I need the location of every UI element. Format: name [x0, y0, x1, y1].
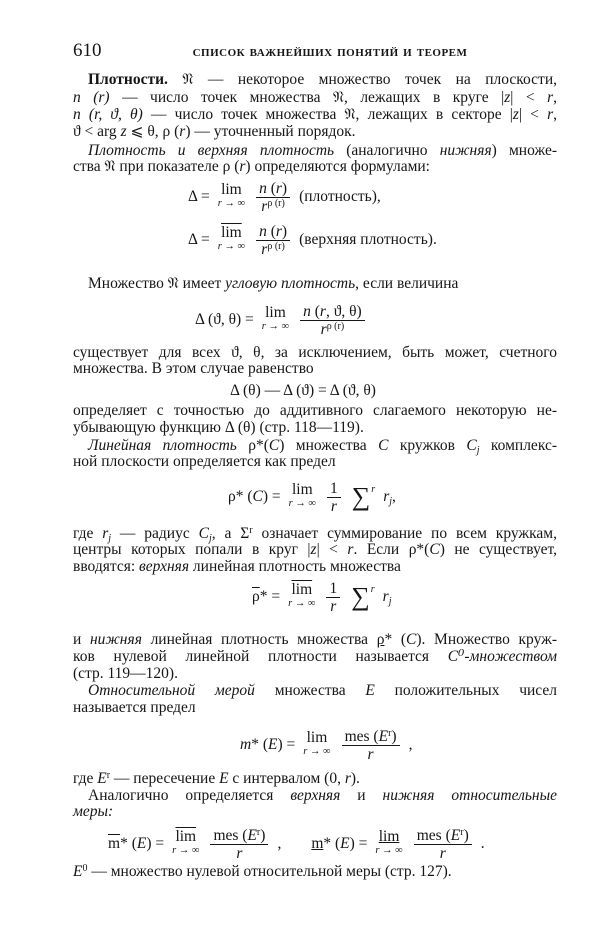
text-run: z [310, 541, 317, 558]
text-run: z [120, 123, 127, 140]
text-run: r [388, 727, 392, 739]
text-run: r [547, 106, 554, 123]
text-run: Δ (ϑ, θ) = [195, 311, 254, 328]
text-run: * ( [120, 835, 137, 852]
text-run: n [259, 222, 267, 240]
text-run: ( [266, 179, 276, 197]
denominator [330, 598, 336, 614]
text-line [73, 632, 557, 648]
text-line [73, 666, 557, 682]
text-run: E [378, 727, 389, 745]
text-run: mes ( [416, 826, 451, 844]
text-run: n [259, 179, 267, 197]
text-run: n (r, ϑ, θ) [73, 106, 143, 123]
text-run: Δ = [188, 231, 210, 248]
lim-word: lim [265, 304, 286, 321]
text-run: r [239, 158, 246, 175]
text-run: комплекс- [479, 437, 558, 454]
text-run: r [367, 745, 374, 763]
text-run: E [340, 835, 350, 852]
text-run: n [303, 302, 311, 320]
summation-sign [352, 484, 375, 510]
text-run: ρ (r) [326, 320, 345, 332]
text-run: 0 [82, 863, 88, 874]
text-run: j [389, 496, 393, 507]
denominator [261, 198, 285, 214]
text-run: линейная плотность множества [189, 558, 401, 575]
text-line [73, 559, 557, 575]
text-run: , [277, 835, 282, 852]
text-run: | < [518, 106, 548, 123]
text-line [73, 771, 557, 787]
text-run: r [275, 222, 282, 240]
text-run: ной плоскости определяется как предел [73, 453, 336, 470]
denominator [236, 845, 242, 861]
text-run: ρ*( [236, 437, 269, 454]
sigma-icon: ∑ [351, 582, 370, 611]
text-run: E [219, 770, 229, 787]
text-run: | < [316, 541, 348, 558]
text-run: 𝔑 — некоторое множество точек на плоскости, [167, 71, 557, 88]
text-run: (аналогично [334, 142, 440, 159]
text-run: r [383, 488, 390, 505]
fraction [256, 181, 290, 214]
text-run: E [97, 770, 107, 787]
denominator [261, 241, 285, 257]
text-line [88, 438, 557, 454]
text-run: Плотность и верхняя плотность [88, 142, 335, 159]
text-line [88, 683, 557, 699]
text-run: положительных чисел [374, 682, 557, 699]
text-run: * = [259, 588, 281, 605]
text-run: ) [391, 727, 397, 745]
text-run: ) определяются формулами: [245, 158, 430, 175]
text-run: ) [463, 826, 469, 844]
text-run: угловую плотность [225, 275, 356, 292]
text-run: r [330, 497, 337, 515]
text-run: убывающую функцию Δ (θ) (стр. 118—119). [73, 419, 364, 436]
text-run: r [261, 240, 268, 258]
lim-word: $\overline{lim}$ [175, 828, 197, 845]
text-run: r [330, 597, 337, 615]
lim-word: lim [306, 729, 328, 746]
text-run: ) = [262, 488, 281, 505]
text-run: — число точек множества 𝔑, лежащих в круге | [109, 89, 505, 106]
text-run: ( [266, 222, 276, 240]
text-run: r [320, 320, 327, 338]
formula [195, 300, 368, 340]
text-run: ) [281, 222, 288, 240]
text-run: нижняя относительные [382, 787, 557, 804]
formula-text [230, 383, 376, 399]
formula [188, 177, 381, 217]
lim-subscript: r → ∞ [375, 845, 403, 856]
limit-operator [288, 583, 315, 611]
lim-subscript: r → ∞ [288, 498, 316, 509]
text-line [88, 276, 557, 292]
text-run: r [179, 123, 186, 140]
page-header [73, 40, 557, 62]
text-run: * ( [384, 631, 407, 648]
text-run: множества [254, 682, 366, 699]
formula-text [299, 232, 437, 248]
text-run: вводятся: [73, 558, 140, 575]
lim-word: lim [221, 181, 242, 198]
text-run: C [429, 541, 440, 558]
text-line [73, 454, 557, 470]
limit-operator [218, 226, 245, 254]
text-run: | < [510, 89, 548, 106]
text-run: r [102, 525, 109, 542]
text-run: C [198, 525, 209, 542]
fraction [342, 729, 400, 762]
text-run: ства 𝔑 при показателе ρ ( [73, 158, 240, 175]
text-run: ρ* ( [228, 488, 253, 505]
text-run: r [275, 179, 282, 197]
numerator [414, 828, 472, 845]
text-run: (плотность), [299, 188, 381, 205]
formula-text [311, 836, 367, 852]
text-run: ) = [349, 835, 368, 852]
text-line [73, 107, 557, 123]
numerator [256, 181, 290, 198]
running-title: список важнейших понятий и теорем [192, 43, 468, 60]
text-run: , [553, 89, 558, 106]
text-line [73, 864, 557, 880]
text-run: — число точек множества 𝔑, лежащих в секторе | [142, 106, 513, 123]
formula [230, 371, 376, 411]
text-run: и [340, 787, 383, 804]
formula-text [481, 836, 485, 852]
text-run: n (r) [73, 89, 110, 106]
text-run: (верхняя плотность). [299, 231, 437, 248]
text-run: E [450, 826, 461, 844]
page-number: 610 [73, 40, 102, 61]
formula-text [188, 189, 210, 205]
text-run: , а Σ [211, 525, 250, 542]
text-run: ) множе- [491, 142, 557, 159]
text-run: верхняя [290, 787, 341, 804]
text-run: , [553, 106, 557, 123]
text-run: $\overline{m}$ [108, 835, 121, 852]
formula-text [108, 836, 164, 852]
text-run: Линейная плотность [88, 437, 237, 454]
formula-text [409, 737, 413, 753]
text-run: — пересечение [110, 770, 220, 787]
text-line [73, 542, 557, 558]
numerator [256, 224, 290, 241]
text-run: называется предел [73, 699, 196, 716]
text-run: где [73, 525, 103, 542]
text-run: 1 [329, 579, 338, 597]
fraction [327, 481, 341, 514]
text-line [73, 345, 557, 361]
sum-superscript: r [370, 584, 375, 595]
text-run: ( [310, 302, 320, 320]
text-run: r [236, 844, 243, 862]
text-run: Плотности. [88, 71, 168, 88]
text-run: * ( [251, 736, 268, 753]
formula-text [277, 836, 281, 852]
text-run: линейная плотность множества [141, 631, 377, 648]
text-run: ) [260, 826, 266, 844]
text-line [88, 143, 557, 159]
text-run: ) — уточненный порядок. [185, 123, 356, 140]
text-run: — радиус [111, 525, 199, 542]
text-run: r [547, 89, 554, 106]
text-run: E [268, 736, 278, 753]
fraction [256, 224, 290, 257]
limit-operator [303, 731, 330, 759]
text-run: C [252, 488, 263, 505]
text-line [73, 420, 557, 436]
text-run: меры: [73, 803, 114, 820]
limit-operator [172, 830, 199, 858]
text-run: Множество 𝔑 имеет [88, 275, 226, 292]
text-line [73, 124, 557, 140]
text-run: z [504, 89, 511, 106]
formula [228, 477, 396, 517]
fraction [210, 828, 268, 861]
text-run: E [247, 826, 257, 844]
text-line [73, 804, 557, 820]
text-run: означает суммирование по всем кружкам, [252, 525, 557, 542]
text-run: центры которых попали в круг | [73, 541, 311, 558]
lim-subscript: r → ∞ [172, 845, 200, 856]
text-run: r [382, 588, 389, 605]
text-run: C [406, 631, 417, 648]
denominator [331, 498, 337, 514]
text-run: * ( [323, 835, 341, 852]
text-run: определяет с точностью до аддитивного слагаемого некоторую не- [73, 402, 557, 419]
text-run: r [344, 770, 351, 787]
text-run: C [378, 437, 389, 454]
limit-operator [262, 306, 289, 334]
lim-subscript: r → ∞ [261, 321, 290, 332]
lim-word: $\overline{lim}$ [291, 581, 313, 598]
text-run: ⩽ θ, ρ ( [126, 123, 180, 140]
lim-word: lim [378, 828, 400, 845]
numerator [300, 304, 365, 321]
text-run: нижняя [89, 631, 142, 648]
formula [188, 220, 437, 260]
text-run: r [249, 525, 253, 536]
text-line [73, 526, 557, 542]
text-run: mes ( [344, 727, 379, 745]
formula-text [299, 189, 381, 205]
text-run: m [240, 736, 252, 753]
lim-subscript: r → ∞ [217, 198, 246, 209]
text-line [73, 159, 557, 175]
denominator [368, 746, 374, 762]
text-run: , [408, 736, 413, 753]
numerator [210, 828, 268, 845]
text-run: существует для всех ϑ, θ, за исключением, быть может, счетного [73, 344, 557, 361]
text-run: , ϑ, θ) [325, 302, 362, 320]
formula-text [383, 489, 396, 505]
lim-word: lim [291, 481, 313, 498]
numerator [327, 481, 341, 498]
text-line [73, 90, 557, 106]
limit-operator [218, 183, 245, 211]
text-run: множества. В этом случае равенство [73, 360, 314, 377]
numerator [326, 581, 340, 598]
formula-text [252, 589, 280, 605]
formula-text [228, 489, 281, 505]
text-line [73, 649, 557, 665]
numerator [342, 729, 400, 746]
text-run: ρ (r) [267, 197, 285, 209]
text-run: ). Множество круж- [416, 631, 558, 648]
formula [240, 725, 412, 765]
text-run: ρ [376, 631, 385, 648]
text-run: Аналогично определяется [88, 787, 291, 804]
text-run: . Если ρ*( [353, 541, 430, 558]
formula-text [383, 589, 392, 605]
text-line [88, 72, 557, 88]
text-run: r [256, 826, 261, 838]
text-run: j [476, 445, 480, 456]
formula-text [188, 232, 210, 248]
fraction [300, 304, 365, 337]
text-run: ) = [277, 736, 296, 753]
text-run: нижняя [439, 142, 492, 159]
text-run: C [268, 437, 280, 454]
sum-superscript: r [371, 484, 376, 495]
text-run: ). [350, 770, 360, 787]
text-run: r [460, 826, 464, 838]
denominator [321, 321, 345, 337]
text-line [73, 700, 557, 716]
text-run: j [108, 533, 112, 544]
text-run: (стр. 119—120). [73, 665, 178, 682]
lim-subscript: r → ∞ [303, 746, 331, 757]
formula-text [195, 312, 254, 328]
text-run: C⁰-множеством [447, 648, 557, 665]
lim-subscript: r → ∞ [288, 598, 316, 609]
text-run: mes ( [213, 826, 248, 844]
text-run: , [392, 488, 396, 505]
text-run: ков нулевой линейной плотности называется [73, 648, 448, 665]
lim-subscript: r → ∞ [217, 241, 246, 252]
text-run: ) множества [279, 437, 379, 454]
text-run: — множество нулевой относительной меры (стр. 127). [87, 863, 452, 880]
fraction [414, 828, 472, 861]
text-run: E [73, 863, 83, 880]
text-run: ) [281, 179, 288, 197]
formula [252, 577, 391, 617]
text-run: верхняя [139, 558, 190, 575]
text-run: ϑ < arg [73, 123, 121, 140]
text-run: ) не существует, [439, 541, 557, 558]
limit-operator [375, 830, 402, 858]
text-run: . [480, 835, 485, 852]
text-line [88, 788, 557, 804]
limit-operator [289, 483, 316, 511]
fraction [326, 581, 340, 614]
text-run: ρ (r) [267, 240, 285, 252]
formula-text [240, 737, 295, 753]
text-run: r [319, 302, 326, 320]
text-run: , если величина [355, 275, 459, 292]
text-run: z [512, 106, 519, 123]
text-run: r [261, 197, 268, 215]
text-run: ) = [146, 835, 165, 852]
text-run: E [136, 835, 147, 852]
text-run: где [73, 770, 98, 787]
sigma-icon: ∑ [351, 482, 371, 511]
denominator [440, 845, 446, 861]
text-run: E [365, 682, 375, 699]
text-run: 1 [329, 479, 338, 497]
text-run: j [388, 596, 392, 607]
text-run: r [439, 844, 446, 862]
text-run: r [106, 770, 111, 781]
text-run: Относительной мерой [88, 682, 255, 699]
text-run: и [73, 631, 90, 648]
lim-word: $\overline{lim}$ [221, 224, 242, 241]
text-run: Δ = [188, 188, 210, 205]
text-run: j [208, 533, 212, 544]
text-run: r [347, 541, 354, 558]
text-run: кружков [388, 437, 467, 454]
summation-sign [351, 584, 374, 610]
text-run: m [311, 835, 324, 852]
text-run: с интервалом (0, [228, 770, 345, 787]
text-run: C [466, 437, 477, 454]
text-run: $\overline{\rho}$ [252, 588, 260, 605]
text-run: Δ (θ) — Δ (ϑ) = Δ (ϑ, θ) [230, 382, 376, 399]
formula [108, 824, 485, 864]
